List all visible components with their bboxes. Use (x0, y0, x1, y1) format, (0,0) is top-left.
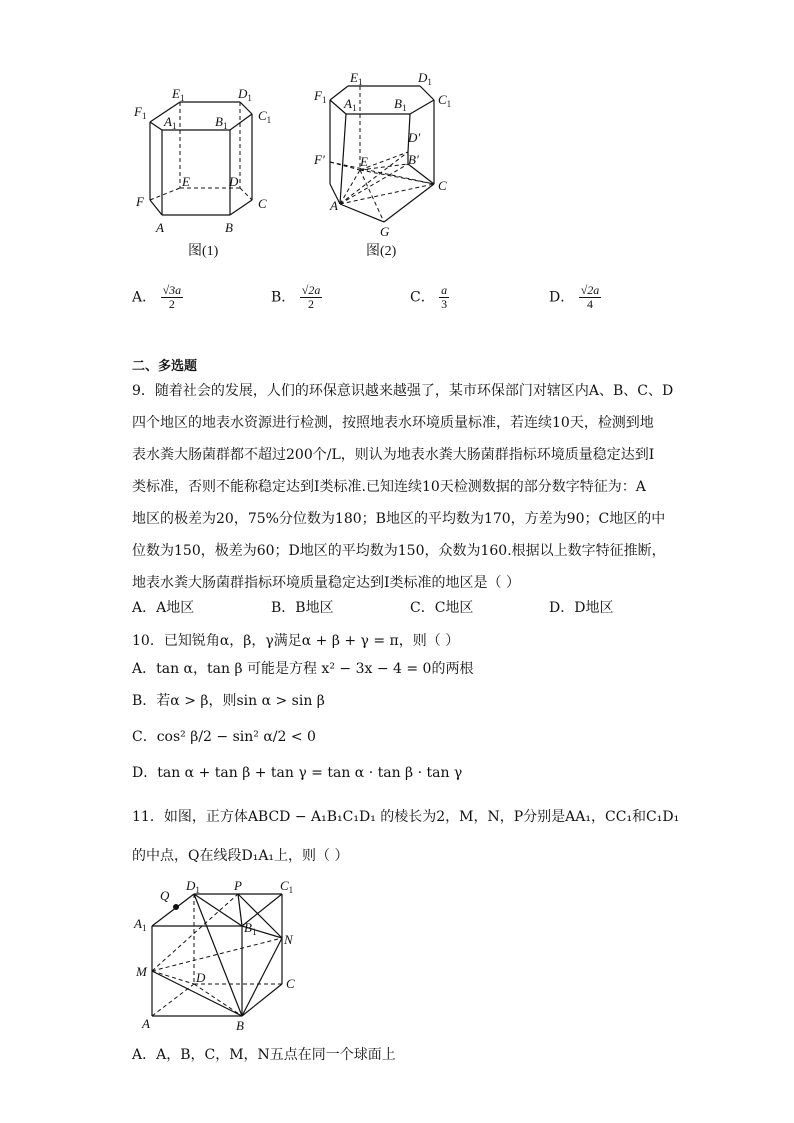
q8-option-c[interactable] (410, 284, 449, 311)
label-A: A (142, 1016, 150, 1031)
q10-option-c[interactable]: C．cos² β/2 − sin² α/2 < 0 (132, 729, 316, 745)
q11-stem-2: 的中点，Q在线段D₁A₁上，则（ ） (132, 848, 349, 864)
label-E1: $E_1$ (172, 86, 185, 103)
figure-1 (130, 80, 290, 260)
label-B1: $B_1$ (244, 920, 257, 937)
label-B1: $B_1$ (394, 96, 407, 113)
label-E1: $E_1$ (350, 70, 363, 87)
option-letter: A． (132, 289, 157, 306)
label-Fprime: F′ (314, 152, 325, 167)
q9-line-2: 四个地区的地表水资源进行检测，按照地表水环境质量标准，若连续10天，检测到地 (132, 415, 654, 431)
label-C1: $C_1$ (258, 108, 272, 125)
label-C: C (286, 976, 295, 991)
figure-1-drawing (130, 80, 290, 240)
q8-option-d[interactable] (549, 284, 601, 311)
q9-line-7: 地表水粪大肠菌群指标环境质量稳定达到Ⅰ类标准的地区是（ ） (132, 575, 520, 591)
label-M: M (136, 964, 147, 979)
fraction: $\frac{a}{3}$ (441, 283, 448, 312)
q11-stem-1: 11．如图，正方体ABCD − A₁B₁C₁D₁ 的棱长为2，M，N，P分别是AA₁，CC₁和C₁D₁ (132, 809, 680, 825)
label-F: F (136, 194, 144, 209)
label-D1: $D_1$ (238, 86, 252, 103)
q10-option-b[interactable]: B．若α > β，则sin α > sin β (132, 693, 325, 709)
label-Dprime: D′ (408, 130, 421, 145)
q9-line-4: 类标准，否则不能称稳定达到Ⅰ类标准.已知连续10天检测数据的部分数字特征为：A (132, 479, 646, 495)
label-D1: $D_1$ (418, 70, 432, 87)
label-F1: $F_1$ (314, 88, 327, 105)
cube-figure (130, 876, 310, 1036)
q10-option-a[interactable]: A．tan α，tan β 可能是方程 x² − 3x − 4 = 0的两根 (132, 661, 474, 677)
label-B: B (225, 220, 233, 235)
fraction: $\frac{√2a}{2}$ (301, 283, 321, 312)
q8-options (132, 276, 692, 310)
q9-line-6: 位数为150，极差为60；D地区的平均数为150，众数为160.根据以上数字特征推断， (132, 543, 666, 559)
label-C: C (258, 196, 267, 211)
cube-drawing (130, 876, 310, 1036)
q9-line-1: 9．随着社会的发展，人们的环保意识越来越强了，某市环保部门对辖区内A、B、C、D (132, 383, 674, 399)
q10-option-d[interactable]: D．tan α + tan β + tan γ = tan α · tan β · tan γ (132, 765, 463, 781)
label-Bprime: B′ (408, 152, 419, 167)
label-A: A (330, 198, 338, 213)
label-A1: $A_1$ (344, 96, 357, 113)
q8-option-b[interactable] (271, 284, 322, 311)
label-D1: $D_1$ (186, 878, 200, 895)
q9-line-5: 地区的极差为20，75%分位数为180；B地区的平均数为170，方差为90；C地区的中 (132, 511, 666, 527)
section-heading: 二、多选题 (132, 359, 198, 374)
q10-stem: 10．已知锐角α，β，γ满足α + β + γ = π，则（ ） (132, 633, 460, 649)
label-N: N (284, 932, 293, 947)
label-C1: $C_1$ (438, 92, 452, 109)
label-D: D (196, 970, 206, 985)
fraction: $\frac{√2a}{4}$ (580, 283, 600, 312)
fraction: $\frac{√3a}{2}$ (162, 283, 182, 312)
figure-2 (310, 66, 460, 261)
q9-line-3: 表水粪大肠菌群都不超过200个/L，则认为地表水粪大肠菌群指标环境质量稳定达到Ⅰ (132, 447, 655, 463)
label-A1: $A_1$ (164, 114, 177, 131)
option-letter: B． (271, 289, 296, 306)
q11-option-a[interactable]: A．A，B，C，M，N五点在同一个球面上 (132, 1047, 396, 1063)
label-D: D (229, 174, 239, 189)
label-Q: Q (160, 888, 170, 903)
label-E: E (182, 174, 190, 189)
label-C1: $C_1$ (280, 878, 294, 895)
label-P: P (234, 878, 242, 893)
label-E: E (360, 154, 368, 169)
label-A1: $A_1$ (134, 916, 147, 933)
label-G: G (380, 224, 390, 239)
figure-2-caption: 图(2) (366, 244, 397, 259)
q9-option-a[interactable]: A．A地区 (132, 600, 195, 616)
label-C: C (438, 178, 447, 193)
q9-option-c[interactable]: C．C地区 (410, 600, 474, 616)
q9-option-b[interactable]: B．B地区 (271, 600, 334, 616)
q9-option-d[interactable]: D．D地区 (549, 600, 614, 616)
label-A: A (156, 220, 164, 235)
label-B: B (236, 1018, 244, 1033)
q8-option-a[interactable] (132, 284, 183, 311)
option-letter: C． (410, 289, 435, 306)
figure-1-caption: 图(1) (188, 244, 219, 259)
option-letter: D． (549, 289, 575, 306)
label-F1: $F_1$ (134, 104, 147, 121)
label-B1: $B_1$ (215, 114, 228, 131)
